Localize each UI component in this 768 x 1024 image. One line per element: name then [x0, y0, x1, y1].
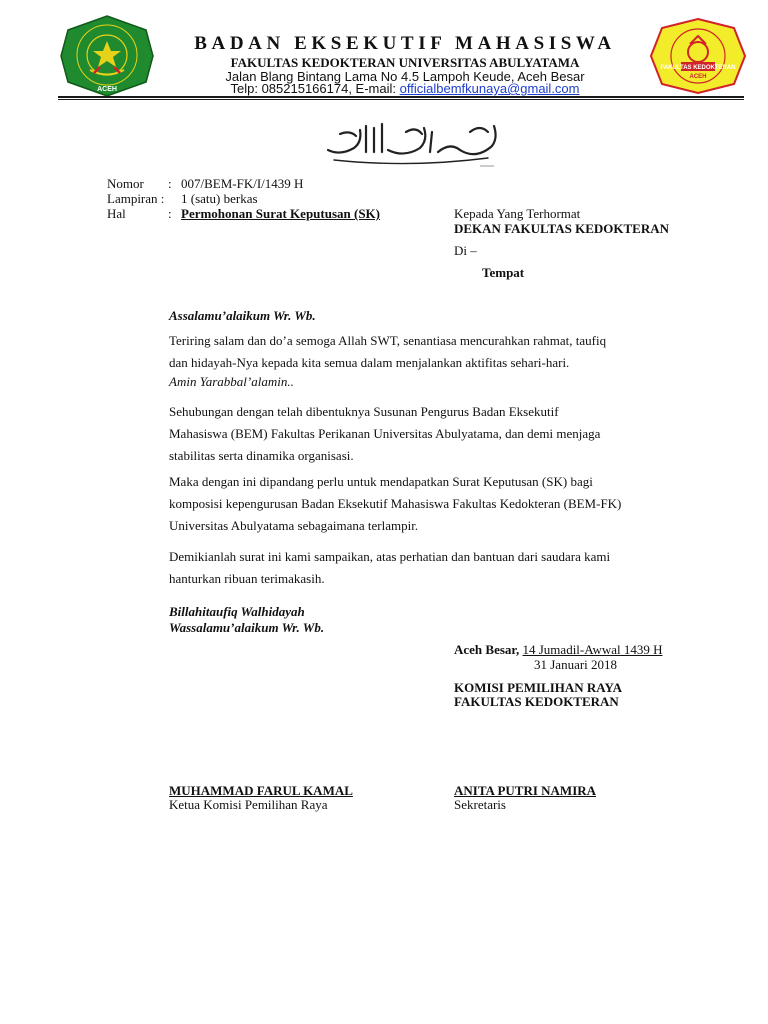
lampiran-value: 1 (satu) berkas	[181, 191, 258, 206]
paragraph-2	[169, 401, 702, 467]
p3-line1: Maka dengan ini dipandang perlu untuk mendapatkan Surat Keputusan (SK) bagi	[169, 474, 593, 489]
header-divider	[58, 96, 744, 98]
right-logo-bottom-text: FAKULTAS KEDOKTERAN	[660, 65, 736, 71]
signer2-name: ANITA PUTRI NAMIRA	[454, 783, 597, 798]
basmala-calligraphy	[310, 112, 510, 170]
paragraph-3	[169, 471, 702, 537]
paragraph-1	[169, 330, 702, 374]
p4-line2: hanturkan ribuan terimakasih.	[169, 571, 325, 586]
signer1-title: Ketua Komisi Pemilihan Raya	[169, 797, 328, 812]
org-name: BADAN EKSEKUTIF MAHASISWA	[194, 33, 616, 54]
p2-line1: Sehubungan dengan telah dibentuknya Susunan Pengurus Badan Eksekutif	[169, 404, 559, 419]
contact-line	[160, 81, 650, 96]
committee-line2: FAKULTAS KEDOKTERAN	[454, 694, 619, 709]
p1-line1: Teriring salam dan do’a semoga Allah SWT, senantiasa mencurahkan rahmat, taufiq	[169, 333, 607, 348]
sign-place: Aceh Besar,	[454, 642, 520, 657]
recipient-line2: DEKAN FAKULTAS KEDOKTERAN	[454, 221, 670, 236]
telp-text: Telp: 085215166174, E-mail:	[230, 81, 400, 96]
hal-value: Permohonan Surat Keputusan (SK)	[181, 206, 380, 221]
p3-line2: komposisi kepengurusan Badan Eksekutif Mahasiswa Fakultas Kedokteran (BEM-FK)	[169, 496, 622, 511]
left-logo-bottom-text: ACEH	[97, 86, 117, 93]
signer2-title: Sekretaris	[454, 797, 506, 812]
p2-line3: stabilitas serta dinamika organisasi.	[169, 448, 354, 463]
address: Jalan Blang Bintang Lama No 4.5 Lampoh Keude, Aceh Besar	[225, 69, 585, 84]
lampiran-label: Lampiran :	[107, 191, 165, 206]
header-divider-thin	[58, 99, 744, 100]
p1-line3: Amin Yarabbal’alamin..	[169, 374, 294, 389]
p3-line3: Universitas Abulyatama sebagaimana terlampir.	[169, 518, 419, 533]
p4-line1: Demikianlah surat ini kami sampaikan, atas perhatian dan bantuan dari saudara kami	[169, 549, 611, 564]
university-logo	[60, 15, 154, 97]
hal-colon: :	[168, 206, 172, 221]
nomor-colon: :	[168, 176, 172, 191]
closing-line1: Billahitaufiq Walhidayah	[169, 604, 305, 619]
sign-place-date	[454, 642, 663, 658]
recipient-line1: Kepada Yang Terhormat	[454, 206, 581, 221]
closing-line2: Wassalamu’alaikum Wr. Wb.	[169, 620, 325, 635]
nomor-label: Nomor	[107, 176, 144, 191]
sign-date: 31 Januari 2018	[534, 657, 618, 672]
signer1-name: MUHAMMAD FARUL KAMAL	[169, 783, 353, 798]
paragraph-4	[169, 546, 702, 590]
recipient-line4: Tempat	[482, 265, 525, 280]
p2-line2: Mahasiswa (BEM) Fakultas Perikanan Universitas Abulyatama, dan demi menjaga	[169, 426, 601, 441]
bem-logo	[650, 18, 746, 94]
greeting: Assalamu’alaikum Wr. Wb.	[169, 308, 316, 323]
right-logo-inner-text: ACEH	[689, 74, 707, 80]
p1-line2: dan hidayah-Nya kepada kita semua dalam menjalankan aktifitas sehari-hari.	[169, 355, 570, 370]
sign-hijri-date: 14 Jumadil-Awwal 1439 H	[522, 642, 663, 657]
faculty-name: FAKULTAS KEDOKTERAN UNIVERSITAS ABULYATAMA	[230, 55, 580, 70]
email-link[interactable]: officialbemfkunaya@gmail.com	[399, 81, 580, 96]
hal-label: Hal	[107, 206, 126, 221]
committee-line1: KOMISI PEMILIHAN RAYA	[454, 680, 623, 695]
recipient-line3: Di –	[454, 243, 477, 258]
nomor-value: 007/BEM-FK/I/1439 H	[181, 176, 304, 191]
